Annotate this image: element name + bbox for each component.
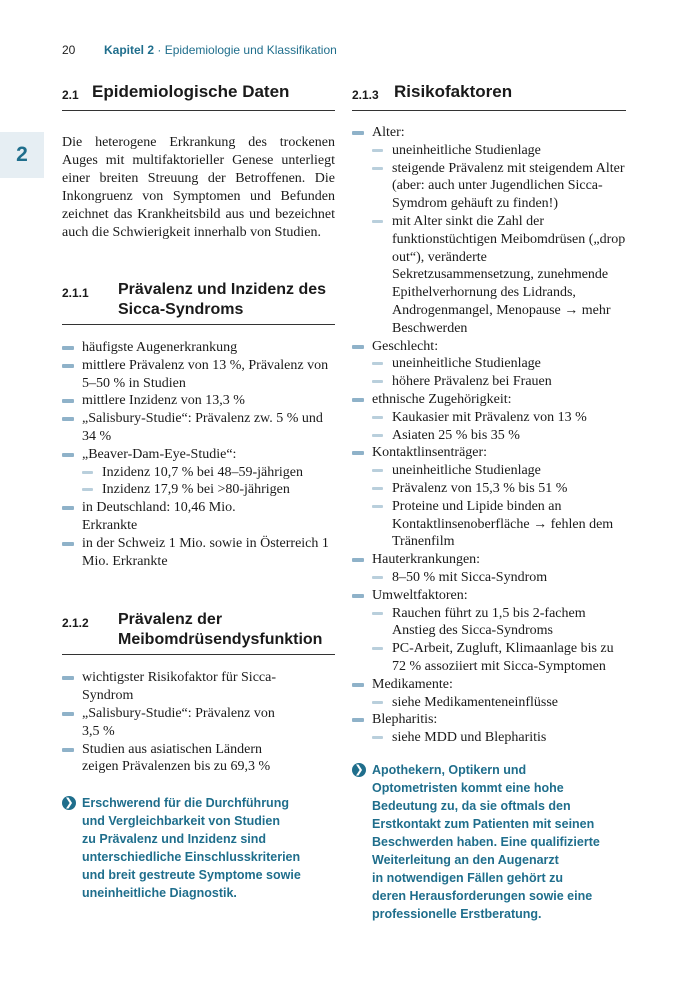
section-2-1-1-heading (62, 280, 335, 325)
dash-bullet-icon (82, 471, 93, 474)
dash-bullet-icon (372, 612, 383, 615)
sub-list-item: Inzidenz 10,7 % bei 48–59-jährigen (82, 464, 335, 482)
sub-list (372, 409, 626, 445)
dash-bullet-icon (62, 712, 74, 716)
info-note (352, 761, 626, 923)
sub-list-item: Prävalenz von 15,3 % bis 51 % (372, 480, 626, 498)
chapter-tab: 2 (0, 132, 44, 178)
dash-bullet-icon (62, 676, 74, 680)
risk-group: Alter: uneinheitliche Studienlage steigende Prävalenz mit steigendem Alter (aber: auch unter Jugendlichen Sicca-Symdrom gehäuft zu finden!) mit Alter sinkt die Zahl der funktionstüchtigen Meibomdrüsen („drop out“), veränderte Sekretzusammensetzung, zunehmende Epithelverhornung des Lidrands, Androgenmangel, Menopause → mehr Beschwerden (352, 124, 626, 338)
page-number: 20 (62, 43, 76, 57)
sub-list-item: uneinheitliche Studienlage (372, 462, 626, 480)
note-text: Erschwerend für die Durchführung und Vergleichbarkeit von Studien zu Prävalenz und Inzidenz sind unterschiedliche Einschlusskriterien und breit gestreute Symptome sowie uneinheitliche Diagnostik. (82, 796, 301, 901)
risk-factor-list (352, 124, 626, 747)
section-title-line: Prävalenz und Inzidenz des (118, 281, 327, 298)
list-item: häufigste Augenerkrankung (62, 339, 335, 357)
sub-list-item: Inzidenz 17,9 % bei >80-jährigen (82, 481, 335, 499)
sub-list-item: mit Alter sinkt die Zahl der funktionstüchtigen Meibomdrüsen („drop out“), veränderte Sekretzusammensetzung, zunehmende Epithelverhornung des Lidrands, Androgenmangel, Menopause → mehr Beschwerden (372, 213, 626, 338)
dash-bullet-icon (372, 647, 383, 650)
risk-group: Medikamente: siehe Medikamenteneinflüsse (352, 676, 626, 712)
sub-list (372, 694, 626, 712)
section-title-line: Prävalenz der (118, 611, 223, 629)
right-column (352, 82, 626, 923)
section-title-line: Meibomdrüsendysfunktion (118, 631, 323, 649)
list-item: Studien aus asiatischen Ländern zeigen Prävalenzen bis zu 69,3 % (62, 741, 295, 777)
risk-group: Hauterkrankungen: 8–50 % mit Sicca-Syndrom (352, 551, 626, 587)
list-item: in Deutschland: 10,46 Mio. Erkrankte (62, 499, 335, 535)
risk-group: Umweltfaktoren: Rauchen führt zu 1,5 bis 2-fachem Anstieg des Sicca-Syndroms PC-Arbeit, Zugluft, Klimaanlage bis zu 72 % assoziiert mit Sicca-Symptomen (352, 587, 626, 676)
section-2-1-2-heading (62, 610, 335, 655)
sub-list-item: uneinheitliche Studienlage (372, 355, 626, 373)
risk-group: Geschlecht: uneinheitliche Studienlage höhere Prävalenz bei Frauen (352, 338, 626, 391)
dash-bullet-icon (372, 220, 383, 223)
intro-paragraph: Die heterogene Erkrankung des trockenen Auges mit multifaktorieller Genese unterliegt einer breiten Streuung der Betroffenen. Die Inkongruenz von Symptomen und Befunden zeichnet das Krankheitsbild aus und bezeichnet auch die Schwierigkeit innerhalb von Studien. (62, 135, 335, 240)
dash-bullet-icon (352, 683, 364, 687)
dash-bullet-icon (62, 346, 74, 350)
section-number: 2.1 (62, 88, 79, 102)
sub-list-item: siehe Medikamenteneinflüsse (372, 694, 626, 712)
section-title: Risikofaktoren (394, 82, 513, 101)
dash-bullet-icon (372, 469, 383, 472)
list-item: wichtigster Risikofaktor für Sicca-Syndrom (62, 669, 295, 705)
sub-list (372, 462, 626, 551)
sub-list-item: Kaukasier mit Prävalenz von 13 % (372, 409, 626, 427)
info-note (62, 794, 335, 902)
section-number: 2.1.2 (62, 616, 89, 631)
dash-bullet-icon (372, 736, 383, 739)
mdd-list (62, 669, 335, 776)
dash-bullet-icon (372, 505, 383, 508)
sub-list-item: 8–50 % mit Sicca-Syndrom (372, 569, 626, 587)
dash-bullet-icon (62, 364, 74, 368)
dash-bullet-icon (352, 398, 364, 402)
chapter-label: Kapitel 2 (104, 43, 155, 57)
sub-list-item: steigende Prävalenz mit steigendem Alter (aber: auch unter Jugendlichen Sicca-Symdrom gehäuft zu finden!) (372, 160, 626, 213)
list-item: mittlere Inzidenz von 13,3 % (62, 392, 335, 410)
dash-bullet-icon (372, 416, 383, 419)
sub-list-item: uneinheitliche Studienlage (372, 142, 626, 160)
dash-bullet-icon (372, 149, 383, 152)
chapter-title: Epidemiologie und Klassifikation (164, 43, 337, 57)
dash-bullet-icon (372, 380, 383, 383)
chevron-right-icon: ❯ (62, 796, 76, 810)
dash-bullet-icon (82, 488, 93, 491)
dash-bullet-icon (372, 362, 383, 365)
section-2-1-heading (62, 82, 335, 111)
list-item: mittlere Prävalenz von 13 %, Prävalenz von 5–50 % in Studien (62, 357, 335, 393)
dash-bullet-icon (352, 345, 364, 349)
sub-list (82, 464, 335, 500)
sub-list (372, 142, 626, 338)
sub-list (372, 569, 626, 587)
risk-group: Blepharitis: siehe MDD und Blepharitis (352, 711, 626, 747)
dash-bullet-icon (62, 506, 74, 510)
dash-bullet-icon (62, 542, 74, 546)
section-2-1-3-heading (352, 82, 626, 111)
risk-group: ethnische Zugehörigkeit: Kaukasier mit Prävalenz von 13 % Asiaten 25 % bis 35 % (352, 391, 626, 444)
dash-bullet-icon (62, 748, 74, 752)
list-item: „Salisbury-Studie“: Prävalenz von 3,5 % (62, 705, 295, 741)
dash-bullet-icon (372, 434, 383, 437)
dash-bullet-icon (352, 131, 364, 135)
prevalence-list (62, 339, 335, 570)
dash-bullet-icon (62, 417, 74, 421)
dash-bullet-icon (372, 701, 383, 704)
dash-bullet-icon (62, 399, 74, 403)
note-text: Apothekern, Optikern und Optometristen kommt eine hohe Bedeutung zu, da sie oftmals den Erstkontakt zum Patienten mit seinen Beschwerden haben. Eine qualifizierte Weiterleitung an den Augenarzt in notwendigen Fällen gehört zu deren Herausforderungen sowie eine professionelle Erstberatung. (372, 762, 600, 921)
dash-bullet-icon (62, 453, 74, 457)
running-header (104, 43, 337, 57)
list-item: „Beaver-Dam-Eye-Studie“: Inzidenz 10,7 % bei 48–59-jährigen Inzidenz 17,9 % bei >80-jährigen (62, 446, 335, 499)
sub-list (372, 355, 626, 391)
list-item: in der Schweiz 1 Mio. sowie in Österreich 1 Mio. Erkrankte (62, 535, 335, 571)
section-title-line: Sicca-Syndroms (118, 301, 244, 318)
sub-list (372, 729, 626, 747)
sub-list-item: siehe MDD und Blepharitis (372, 729, 626, 747)
dash-bullet-icon (352, 718, 364, 722)
left-column (62, 82, 335, 902)
sub-list-item: höhere Prävalenz bei Frauen (372, 373, 626, 391)
dash-bullet-icon (372, 167, 383, 170)
dash-bullet-icon (372, 576, 383, 579)
chevron-right-icon: ❯ (352, 763, 366, 777)
list-item: „Salisbury-Studie“: Prävalenz zw. 5 % und 34 % (62, 410, 335, 446)
section-title: Epidemiologische Daten (92, 82, 290, 101)
sub-list-item: PC-Arbeit, Zugluft, Klimaanlage bis zu 72 % assoziiert mit Sicca-Symptomen (372, 640, 626, 676)
dash-bullet-icon (352, 451, 364, 455)
chapter-separator: · (154, 43, 165, 57)
dash-bullet-icon (352, 558, 364, 562)
sub-list-item: Asiaten 25 % bis 35 % (372, 427, 626, 445)
dash-bullet-icon (372, 487, 383, 490)
sub-list (372, 605, 626, 676)
section-number: 2.1.3 (352, 88, 379, 102)
sub-list-item: Proteine und Lipide binden an Kontaktlinsenoberfläche → fehlen dem Tränenfilm (372, 498, 626, 551)
dash-bullet-icon (352, 594, 364, 598)
sub-list-item: Rauchen führt zu 1,5 bis 2-fachem Anstieg des Sicca-Syndroms (372, 605, 626, 641)
section-number: 2.1.1 (62, 286, 89, 300)
risk-group: Kontaktlinsenträger: uneinheitliche Studienlage Prävalenz von 15,3 % bis 51 % Proteine und Lipide binden an Kontaktlinsenoberfläche → fehlen dem Tränenfilm (352, 444, 626, 551)
